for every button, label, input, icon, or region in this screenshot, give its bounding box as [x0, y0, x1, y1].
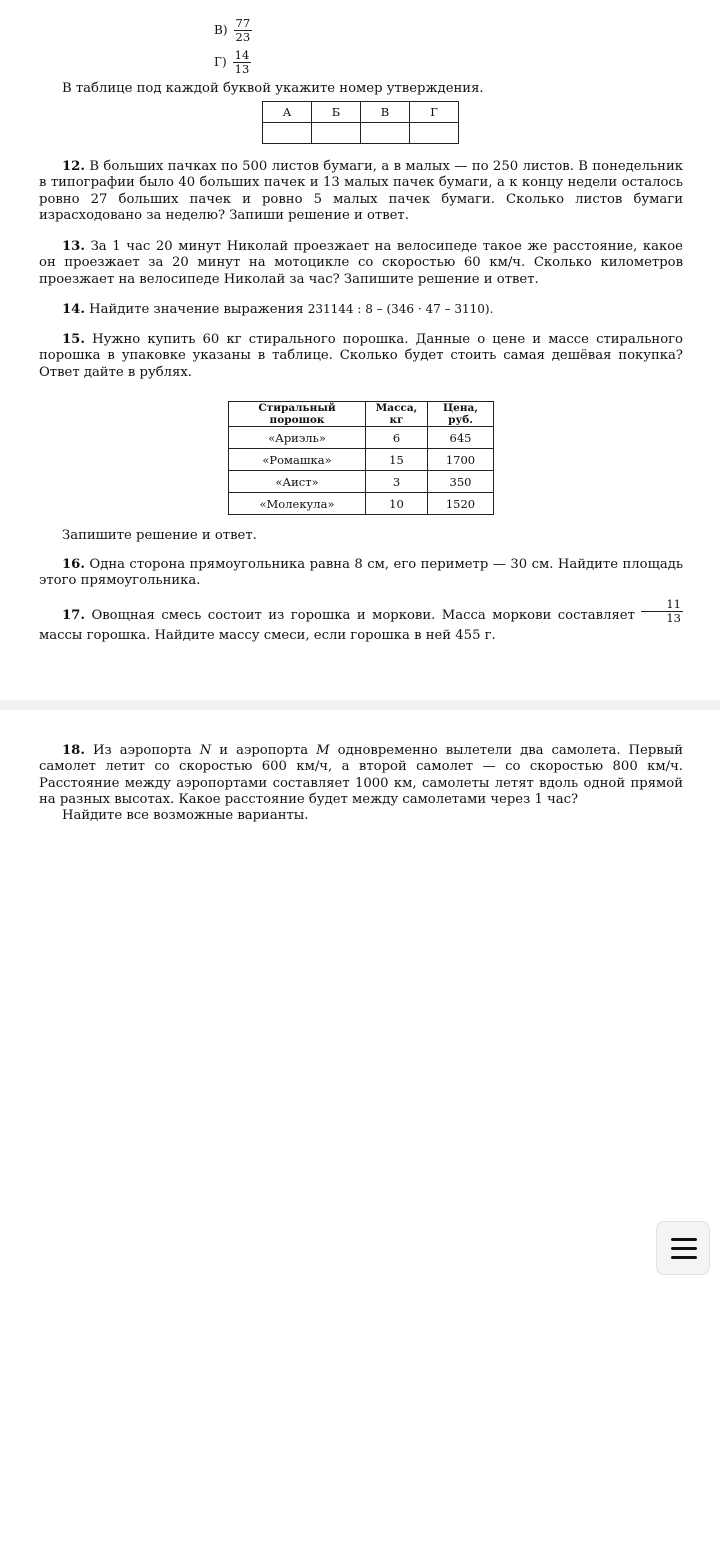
- answer-cell: [361, 123, 410, 144]
- question-15: [39, 332, 683, 381]
- table-header-row: [229, 402, 494, 427]
- table-cell: «Ариэль»: [229, 427, 366, 449]
- option-letter: В): [214, 23, 228, 37]
- answer-table: [262, 101, 459, 144]
- question-text: Найдите значение выражения: [89, 302, 304, 317]
- math-expression: 231144 : 8 – (346 · 47 – 3110).: [307, 302, 494, 316]
- question-17: [39, 597, 683, 646]
- table-cell: 15: [366, 449, 428, 471]
- answer-cell: [263, 123, 312, 144]
- answer-cell: [312, 123, 361, 144]
- question-text: Нужно купить 60 кг стирального порошка. Данные о цене и массе стирального порошка в упаковке указаны в таблице. Сколько будет стоить самая дешёвая покупка? Ответ дайте в рублях.: [39, 332, 683, 380]
- table-cell: 350: [428, 471, 494, 493]
- fraction-numerator: 11: [641, 598, 683, 612]
- column-header: Масса, кг: [366, 402, 428, 427]
- table-row: [229, 471, 494, 493]
- question-number: 12.: [62, 159, 85, 174]
- question-text: В больших пачках по 500 листов бумаги, а в малых — по 250 листов. В понедельник в типографии было 40 больших пачек и 13 малых пачек бумаги, а к концу недели осталось ровно 27 больших пачек и ровно 5 малых пачек бумаги. Сколько листов бумаги израсходовано за неделю? Запиши решение и ответ.: [39, 159, 683, 224]
- header-cell: Б: [312, 102, 361, 123]
- header-cell: А: [263, 102, 312, 123]
- instruction-text: В таблице под каждой буквой укажите номер утверждения.: [62, 81, 484, 96]
- question-12: [39, 159, 683, 225]
- menu-button[interactable]: [656, 1221, 710, 1275]
- question-text: За 1 час 20 минут Николай проезжает на велосипеде такое же расстояние, какое он проезжает за 20 минут на мотоцикле со скоростью 60 км/ч. Сколько километров проезжает на велосипеде Николай за час? Запишите решение и ответ.: [39, 239, 683, 287]
- question-text: Овощная смесь состоит из горошка и моркови. Масса моркови составляет: [91, 608, 635, 623]
- table-row: [263, 123, 459, 144]
- fraction: [641, 598, 683, 625]
- table-cell: «Аист»: [229, 471, 366, 493]
- table-cell: «Ромашка»: [229, 449, 366, 471]
- option-letter: Г): [214, 55, 227, 69]
- question-13: [39, 239, 683, 288]
- column-header: Стиральный порошок: [229, 402, 366, 427]
- question-text: Одна сторона прямоугольника равна 8 см, его периметр — 30 см. Найдите площадь этого прямоугольника.: [39, 557, 683, 589]
- fraction-denominator: 13: [234, 61, 250, 76]
- fraction-numerator: 14: [234, 47, 250, 62]
- fraction-denominator: 23: [235, 29, 251, 44]
- question-number: 14.: [62, 302, 85, 317]
- question-number: 16.: [62, 557, 85, 572]
- table-row: [229, 449, 494, 471]
- table-cell: 1520: [428, 493, 494, 515]
- table-cell: 6: [366, 427, 428, 449]
- question-number: 13.: [62, 239, 85, 254]
- option-v: [214, 14, 252, 46]
- question-18: [39, 743, 683, 809]
- table-row: [229, 493, 494, 515]
- option-fraction: [233, 49, 252, 76]
- question-number: 15.: [62, 332, 85, 347]
- table-cell: 1700: [428, 449, 494, 471]
- table-cell: 10: [366, 493, 428, 515]
- q18-note: Найдите все возможные варианты.: [62, 808, 309, 823]
- header-cell: Г: [410, 102, 459, 123]
- fraction-numerator: 77: [235, 15, 251, 30]
- page-divider: [0, 700, 720, 710]
- option-g: [214, 46, 251, 78]
- question-number: 18.: [62, 743, 85, 758]
- q15-note: Запишите решение и ответ.: [62, 528, 257, 543]
- header-cell: В: [361, 102, 410, 123]
- option-fraction: [234, 17, 253, 44]
- column-header: Цена, руб.: [428, 402, 494, 427]
- table-row: [229, 427, 494, 449]
- table-cell: «Молекула»: [229, 493, 366, 515]
- question-text-continued: массы горошка. Найдите массу смеси, если горошка в ней 455 г.: [39, 628, 496, 643]
- powder-table: [228, 401, 494, 515]
- answer-cell: [410, 123, 459, 144]
- fraction-denominator: 13: [666, 611, 681, 625]
- question-text: Из аэропорта N и аэропорта M одновременно вылетели два самолета. Первый самолет летит со скоростью 600 км/ч, а второй самолет — со скоростью 800 км/ч. Расстояние между аэропортами составляет 1000 км, самолеты летят вдоль одной прямой на разных высотах. Какое расстояние будет между самолетами через 1 час?: [39, 743, 683, 808]
- table-cell: 3: [366, 471, 428, 493]
- question-14: [39, 301, 683, 318]
- table-cell: 645: [428, 427, 494, 449]
- question-number: 17.: [62, 608, 85, 623]
- question-16: [39, 557, 683, 590]
- table-row: [263, 102, 459, 123]
